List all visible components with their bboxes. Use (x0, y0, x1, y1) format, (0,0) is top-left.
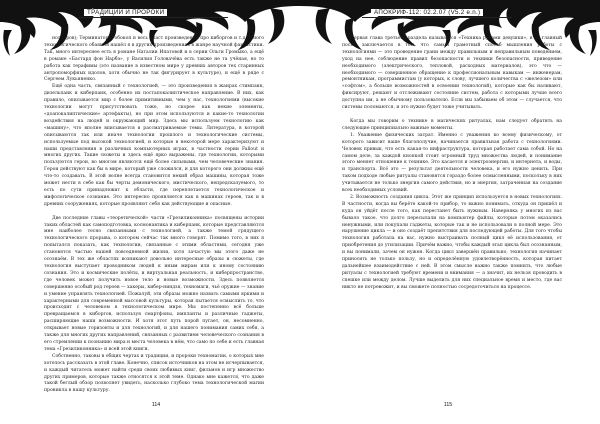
body-text (44, 36, 264, 395)
paragraph: 1. Уважение физических затрат. Именно с уважения ко всему физическому, от которого зависит ваше благополучие, начинается правильная работа с технологиями. Человек привык, что есть какая-то инфраструктура, которая работает сама собой. Но на самом деле, за каждой кнопкой стоит огромный труд множества людей, и понимание этого меняет отношение к технике. Это касается и электроэнергии, и интернета, и воды, и транспорта. Всё это — результат деятельности человека, и его нужно ценить. При таком подходе любые ритуалы становятся гораздо более осмысленными, поскольку в них учитывается не только энергия самого действия, но и энергия, затраченная на создание всех необходимых условий. (342, 132, 562, 194)
paragraph: Две последние главы «теоретической» части «Грезиликонника» посвящены истории таких областей как самоподготовка, космонавтика и киберпанк, которые представляются мне наиболее тесно связанными с технологией, а также темой грядущего технологического прорыва, о котором сейчас так много говорят. Помимо того, в них я попытался показать, как технологии, связанные с этими областями, сегодня уже становятся частью нашей повседневной жизни, хотя зачастую мы этого даже не осознаём. В тех же областях возникают довольно интересные образы и сюжеты, где технология выступает проводником людей к иным мирам или к иному состоянию сознания. Это и космические полёты, и виртуальная реальность, и киберпространство, где человек может получить новое тело и новые возможности. Здесь появляется совершенно особый род героев — хакеры, кибер-ниндзя, техномаги, чьё оружие — знание и умение управлять технологией. Пожалуй, эти образы можно назвать самыми яркими и характерными для современной массовой культуры, которая пытается осмыслить то, что происходит с человеком в технологическом мире. Мы постепенно всё больше превращаемся в киборгов, используя смартфоны, импланты и различные гаджеты, расширяющие наши возможности. И хотя этот путь порой пугает, он, несомненно, открывает новые горизонты и для технологий, и для нашего понимания самих себя, а также для многих других направлений, связанных с развитием человеческого сознания в его стремлении к познанию мира и места человека в нём, что само по себе и есть главная тема «Грезиликонника» и всей этой книги. (44, 215, 264, 352)
body-text (342, 36, 562, 292)
page-number: 115 (443, 402, 453, 408)
header-rule (362, 17, 512, 18)
paragraph: ноллеров); Терминатор, Робокоп и весь пласт произведений про киборгов и т.д. Много технологического обаяния нашёл я в других произведениях в жанре научной фантастики. Так, много интереснее есть в романе Наталии Ипатовой и в серии Ольги Громыко, а ещё в романе «Бастард фон Нарбэ», у Василия Головачёва есть также не та учёная, но то работа как терафимы (это название в известном мире у древних авторов тех старинных антропоморфных идолов, хотя обычно не так фигурирует в культуре), и ещё в ряде с Сергеем Лукьяненко. (44, 36, 264, 83)
right-page (300, 0, 600, 424)
page-number: 114 (151, 402, 161, 408)
running-header: АПОКРИФ-112: 02.2.07 (V5.2 e.n.) (371, 9, 483, 16)
header-rule (78, 17, 228, 18)
paragraph: Ещё одна часть, связанный с технологией, — это произведения в жанрах стимпанк, дизельпанк и киберпанк, особенно их постапокалиптическое направление. В них, как правило, описывается мир с более примитивными, чем у нас, технологиями (высокие технологии могут присутствовать тоже, но скорее как некие элементы, «доапокалиптические» артефакты), но при этом используются и какие-то технологии воздействия на людей и окружающий мир. Здесь мы используем технологию как «машину», что вполне вписывается в рассматриваемые темы. Литература, в которой описываются так или иначе технологии прошлого и технологические системы, используемые под высокой технологией, и которые в некоторой мере характеризуют и наши представления в различных компьютерных играх, в частности серии Fallout и многих других. Такие сюжеты и здесь ещё ярко выражены, где технологии, которыми пользуются герои, во многом являются ещё более сильными, чем человеческие знания. Герои действуют как бы в мире, который уже сложился, и для которого они должны ещё что-то создавать. В этой волне всегда становится некий образ машины, которая тоже может нести в себе как бы черты демонического, мистического, непредсказуемого, то есть по сути принадлежит к области, где переплетается технологическое и мифологическое сознание. Это интересно проявляется как в машинах героев, так и в древних сооружениях, которые проявляют себя как действующие и опасные. (44, 84, 264, 207)
paragraph: Когда мы говорим о технике в магических ритуалах, нам следует обратить на следующие принципиально важные моменты. (342, 118, 562, 131)
paragraph: Первая глава третьего раздела называется «Техника руками девушки», и её главный посыл заключается в том, что самый грамотный способ мышления работы с технологиями — это проведение грани между правильным и неправильным поведением, уход на нее, соблюдение правил безопасности и техники безопасности, приведение необходимого (электрического, тепловой, расходных материалов), это что — необходимого — совершенное обращение к профессиональным навыкам — инженерам, ремонтникам, программистам (у которых, к слову, лучшего количества с «железом» или «софтом», а больше возможностей в освоении технологий), которые как бы наливают, фиксируют, решают и отслеживают состояние систем, работа с которыми лучше всего доступна им, а не обычному пользователю. Если мы забываем об этом — случается, что системы поломаются, и это нужно будет тоже учитывать. (342, 36, 562, 111)
paragraph: 2. Возможность создания цикла. Этот же принцип используется в новых технологиях. В частности, когда вы берёте какой-то прибор, то важно понимать, откуда он пришёл и куда он уйдёт после того, как перестанет быть нужным. Наверняка у многих из вас бывало такое, что долго пересылали на компьютер файлы, которые потом оказались ненужными, или покупали гаджеты, которые так и не использовали в полной мере. Это нарушение цикла — и оно создаёт препятствия для последующей работы. Для того чтобы технология работала на вас, нужно выстраивать полный цикл её использования, от приобретения до утилизации. Причём важно, чтобы каждый этап цикла был осознанным, и вы понимали, зачем он нужен. Когда цикл завершён правильно, технология начинает приносить не только пользу, но и определённую удовлетворённость, которая питает дальнейшее взаимодействие с ней. В этом смысле важно также помнить, что любые ритуалы с технологией требуют времени и внимания — а значит, их нельзя проводить в спешке или между делом. Лучше выделить для них специальное время и место, где вас никто не потревожит, и вы сможете полностью сосредоточиться на процессе. (342, 194, 562, 290)
running-header: ТРАДИЦИИ И ПРОРОКИ (84, 9, 167, 16)
paragraph: Собственно, таковы в общих чертах и традиции, и пророки техномагии, о которых мне хотелось рассказать в этой главе. Конечно, список источников на этом не исчерпывается, и каждый читатель может найти среди своих любимых книг, фильмов и игр множество других примеров, которые также относятся к этой теме. Однако мне кажется, что даже такой беглый обзор позволяет увидеть, насколько глубоко тема технологической магии проникла в нашу культуру. (44, 353, 264, 394)
